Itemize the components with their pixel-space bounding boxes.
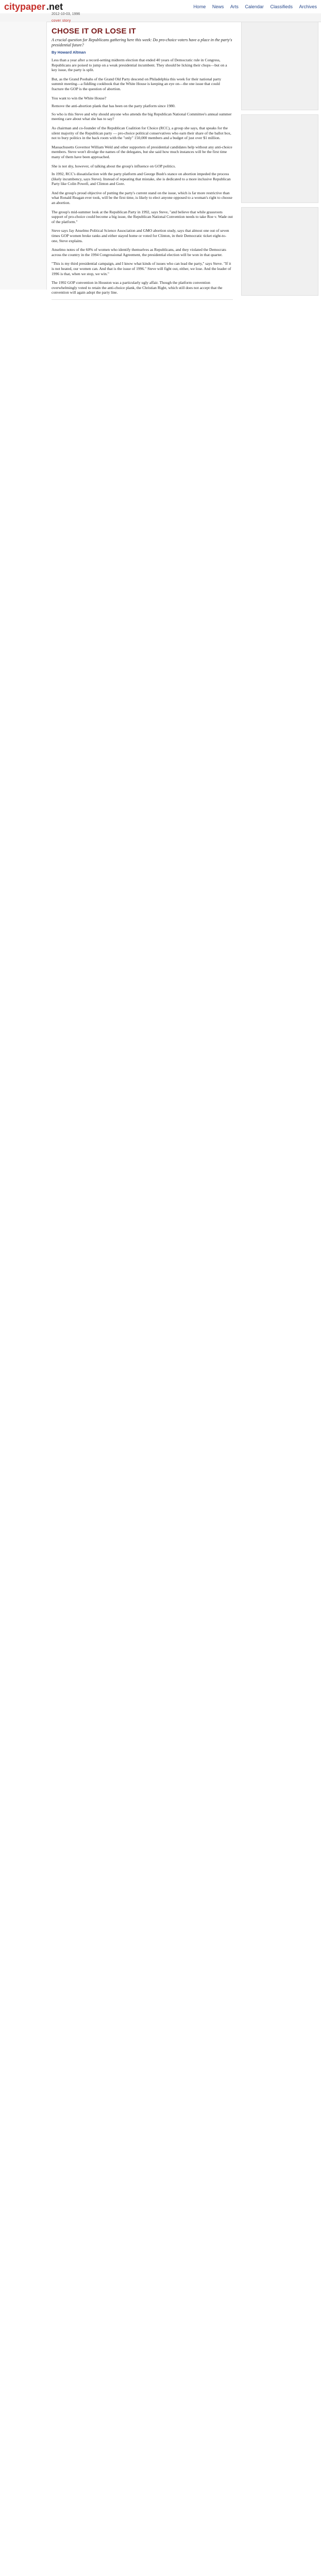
article-byline[interactable]: By Howard Altman: [52, 50, 86, 55]
article-paragraph: Remove the anti-abortion plank that has been on the party platform since 1980.: [52, 104, 176, 109]
sidebar-ad-2: [241, 114, 318, 203]
article-paragraph: Steve says Jay Anselmo Political Science Association and GMO abortion study, says that almost one out of seven times GOP women broke ranks and either stayed home or voted for Clinton, in their Democratic ticket eight-to-one, Steve explains.: [52, 228, 229, 243]
article-paragraph: Massachusetts Governor William Weld and other supporters of presidential candidates help without any anti-choice members. Steve won't divulge the names of the delegates, but she said how much instances will be the first time many of them have been approached.: [52, 144, 232, 159]
left-sidebar: [0, 22, 47, 290]
right-sidebar: [241, 22, 317, 640]
divider: [52, 299, 233, 300]
article-paragraph: And the group's proud objective of putting the party's current stand on the issue, which is far more restrictive than what Ronald Reagan ever took, will be the first time, is likely to elect anyone opposed to a woman's right to choose an abortion.: [52, 190, 232, 206]
sidebar-ad-1: [241, 22, 318, 110]
nav-arts[interactable]: Arts: [230, 4, 239, 9]
nav-archives[interactable]: Archives: [299, 4, 317, 9]
article-paragraph: Less than a year after a record-setting midterm election that ended 40 years of Democratic rule in Congress, Republicans are poised to jump on a weak presidential incumbent. They should be licking their chops—but on a key issue, the party is split.: [52, 58, 227, 73]
article-paragraph: She is not shy, however, of talking about the group's influence on GOP politics.: [52, 163, 176, 168]
site-logo[interactable]: [4, 2, 63, 12]
article-dek: A crucial question for Republicans gathering here this week: Do pro-choice voters have a place in the party's presidential future?: [52, 38, 232, 47]
article: [52, 11, 233, 304]
article-headline: CHOSE IT OR LOSE IT: [52, 27, 136, 36]
article-paragraph: In 1992, RCC's dissatisfaction with the party platform and George Bush's stance on abortion impeded the process (likely incumbency, says Steve). Instead of repeating that mistake, she is dedicated to a more inclusive Republican Party like Colin Powell, and Clinton and Gore.: [52, 172, 231, 187]
nav-home[interactable]: Home: [193, 4, 206, 9]
article-paragraph: The 1992 GOP convention in Houston was a particularly ugly affair. Though the platform convention overwhelmingly voted to retain the anti-choice plank, the Christian Right, which still does not accept that the convention will again adopt the party line.: [52, 280, 223, 295]
article-paragraph: The group's mid-summer look at the Republican Party in 1992, says Steve, "and believe that while grassroots support of pro-choice could become a big issue, the Republican National Convention needs to take Roe v. Wade out of the platform.": [52, 209, 233, 224]
top-nav: [188, 4, 317, 9]
article-paragraph: You want to win the White House?: [52, 95, 107, 100]
logo-net: .net: [46, 2, 63, 12]
nav-classifieds[interactable]: Classifieds: [270, 4, 293, 9]
article-paragraph: So who is this Steve and why should anyone who attends the big Republican National Committee's annual summer meeting care about what she has to say?: [52, 111, 232, 122]
nav-news[interactable]: News: [212, 4, 224, 9]
section-label[interactable]: cover story: [52, 19, 71, 23]
logo-city: citypaper: [4, 2, 46, 12]
article-paragraph: "This is my third presidential campaign, and I know what kinds of issues who can lead the party," says Steve. "If it is not heated, our women can. And that is the issue of 1996." Steve will fight out, either, we lose. And the leader of 1996 is that, when we stop, we win.": [52, 261, 231, 276]
article-paragraph: But, as the Grand Poobahs of the Grand Old Party descend on Philadelphia this week for their national party summit meeting—a fiddling cookbook that the White House is keeping an eye on—the one issue that could fracture the GOP is the question of abortion.: [52, 76, 222, 91]
article-paragraph: As chairman and co-founder of the Republican Coalition for Choice (RCC), a group she says, that speaks for the silent majority of the Republican party — pro-choice political conservatives who earn their share of the ballot box, not to bury politics in the back room with the "only" 150,000 members and a budget of just over $1 million.: [52, 125, 231, 141]
nav-calendar[interactable]: Calendar: [245, 4, 264, 9]
article-paragraph: Anselmo notes of the 60% of women who identify themselves as Republicans, and they violated the Democrats across the country in the 1994 Congressional Agreement, the presidential election will be won in that quarter.: [52, 247, 226, 257]
sidebar-ad-3: [241, 207, 318, 296]
issue-date: 2012-10-03, 1996: [52, 12, 80, 16]
